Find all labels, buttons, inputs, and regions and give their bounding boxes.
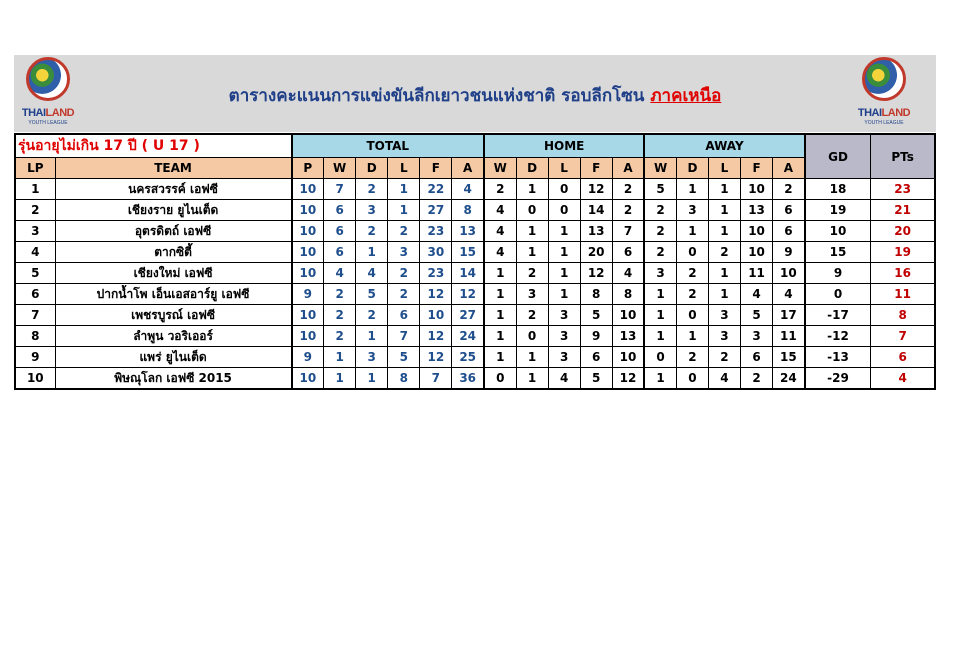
points-cell: 19	[871, 242, 935, 263]
total-lost-cell: 2	[388, 221, 420, 242]
points-cell: 21	[871, 200, 935, 221]
home-goals-for-cell: 9	[580, 326, 612, 347]
away-lost-cell: 1	[708, 179, 740, 200]
total-goals-against-cell: 27	[452, 305, 484, 326]
total-goals-for-cell: 27	[420, 200, 452, 221]
table-row	[15, 200, 935, 221]
group-header-home: HOME	[484, 134, 644, 158]
away-lost-cell: 2	[708, 242, 740, 263]
total-goals-against-cell: 14	[452, 263, 484, 284]
table-row	[15, 179, 935, 200]
total-goals-against-cell: 36	[452, 368, 484, 390]
age-group-label: รุ่นอายุไม่เกิน 17 ปี ( U 17 )	[15, 134, 292, 158]
away-won-cell: 3	[644, 263, 676, 284]
total-won-cell: 6	[324, 200, 356, 221]
total-won-cell: 6	[324, 221, 356, 242]
home-goals-for-cell: 12	[580, 263, 612, 284]
position-cell: 10	[15, 368, 55, 390]
column-header-gd: GD	[805, 134, 871, 179]
home-lost-cell: 1	[548, 242, 580, 263]
points-cell: 16	[871, 263, 935, 284]
goal-difference-cell: 19	[805, 200, 871, 221]
position-cell: 5	[15, 263, 55, 284]
home-goals-against-cell: 8	[612, 284, 644, 305]
team-name-cell: ปากน้ำโพ เอ็นเอสอาร์ยู เอฟซี	[55, 284, 291, 305]
home-won-cell: 1	[484, 305, 516, 326]
logo-subtitle: YOUTH LEAGUE	[28, 120, 68, 126]
away-goals-for-cell: 13	[741, 200, 773, 221]
total-goals-for-cell: 23	[420, 263, 452, 284]
points-cell: 7	[871, 326, 935, 347]
total-drawn-cell: 1	[356, 242, 388, 263]
standings-table	[14, 133, 936, 390]
home-goals-for-cell: 14	[580, 200, 612, 221]
away-won-cell: 2	[644, 242, 676, 263]
away-goals-against-cell: 10	[773, 263, 805, 284]
table-row	[15, 263, 935, 284]
total-won-cell: 1	[324, 347, 356, 368]
position-cell: 4	[15, 242, 55, 263]
position-cell: 2	[15, 200, 55, 221]
points-cell: 11	[871, 284, 935, 305]
away-won-cell: 1	[644, 305, 676, 326]
away-won-cell: 2	[644, 221, 676, 242]
away-goals-against-cell: 17	[773, 305, 805, 326]
team-name-cell: อุตรดิตถ์ เอฟซี	[55, 221, 291, 242]
points-cell: 23	[871, 179, 935, 200]
total-won-cell: 2	[324, 284, 356, 305]
away-drawn-cell: 1	[676, 179, 708, 200]
thailand-youth-league-logo-right	[852, 57, 916, 127]
away-goals-for-cell: 2	[741, 368, 773, 390]
total-drawn-cell: 5	[356, 284, 388, 305]
table-row	[15, 284, 935, 305]
home-goals-against-cell: 4	[612, 263, 644, 284]
position-cell: 8	[15, 326, 55, 347]
total-goals-against-cell: 4	[452, 179, 484, 200]
points-cell: 4	[871, 368, 935, 390]
home-goals-against-cell: 12	[612, 368, 644, 390]
total-goals-for-cell: 22	[420, 179, 452, 200]
total-played-cell: 9	[292, 347, 324, 368]
home-lost-cell: 3	[548, 305, 580, 326]
away-lost-cell: 4	[708, 368, 740, 390]
away-goals-for-cell: 10	[741, 179, 773, 200]
home-won-cell: 1	[484, 347, 516, 368]
group-header-away: AWAY	[644, 134, 804, 158]
total-goals-against-cell: 8	[452, 200, 484, 221]
logo-subtitle: YOUTH LEAGUE	[864, 120, 904, 126]
away-goals-for-cell: 4	[741, 284, 773, 305]
home-lost-cell: 4	[548, 368, 580, 390]
total-goals-for-cell: 10	[420, 305, 452, 326]
home-goals-against-cell: 10	[612, 305, 644, 326]
total-goals-against-cell: 15	[452, 242, 484, 263]
total-played-cell: 10	[292, 179, 324, 200]
column-header-team: TEAM	[55, 158, 291, 179]
away-drawn-cell: 3	[676, 200, 708, 221]
away-lost-cell: 1	[708, 263, 740, 284]
header-banner	[14, 55, 936, 132]
home-drawn-cell: 1	[516, 242, 548, 263]
total-played-cell: 10	[292, 368, 324, 390]
total-won-cell: 7	[324, 179, 356, 200]
home-drawn-cell: 1	[516, 347, 548, 368]
total-goals-for-cell: 30	[420, 242, 452, 263]
home-goals-against-cell: 2	[612, 179, 644, 200]
column-header-away-w: W	[644, 158, 676, 179]
away-goals-for-cell: 5	[741, 305, 773, 326]
total-drawn-cell: 2	[356, 179, 388, 200]
away-drawn-cell: 1	[676, 221, 708, 242]
home-won-cell: 2	[484, 179, 516, 200]
home-drawn-cell: 1	[516, 179, 548, 200]
away-drawn-cell: 0	[676, 368, 708, 390]
table-row	[15, 347, 935, 368]
table-row	[15, 326, 935, 347]
column-header-total-w: W	[324, 158, 356, 179]
goal-difference-cell: 18	[805, 179, 871, 200]
total-won-cell: 4	[324, 263, 356, 284]
column-header-total-p: P	[292, 158, 324, 179]
column-header-lp: LP	[15, 158, 55, 179]
away-goals-against-cell: 6	[773, 200, 805, 221]
home-won-cell: 0	[484, 368, 516, 390]
home-drawn-cell: 2	[516, 263, 548, 284]
total-played-cell: 10	[292, 305, 324, 326]
group-header-total: TOTAL	[292, 134, 484, 158]
away-drawn-cell: 2	[676, 347, 708, 368]
team-name-cell: เชียงใหม่ เอฟซี	[55, 263, 291, 284]
home-lost-cell: 0	[548, 179, 580, 200]
total-lost-cell: 7	[388, 326, 420, 347]
title-region: ภาคเหนือ	[650, 86, 722, 106]
total-lost-cell: 2	[388, 263, 420, 284]
away-goals-against-cell: 9	[773, 242, 805, 263]
goal-difference-cell: -17	[805, 305, 871, 326]
home-lost-cell: 1	[548, 221, 580, 242]
total-drawn-cell: 1	[356, 326, 388, 347]
total-played-cell: 10	[292, 326, 324, 347]
total-lost-cell: 5	[388, 347, 420, 368]
total-played-cell: 9	[292, 284, 324, 305]
column-header-total-f: F	[420, 158, 452, 179]
table-row	[15, 305, 935, 326]
total-drawn-cell: 4	[356, 263, 388, 284]
home-drawn-cell: 1	[516, 368, 548, 390]
total-won-cell: 6	[324, 242, 356, 263]
goal-difference-cell: -12	[805, 326, 871, 347]
away-goals-against-cell: 6	[773, 221, 805, 242]
home-won-cell: 4	[484, 242, 516, 263]
goal-difference-cell: -29	[805, 368, 871, 390]
away-goals-for-cell: 3	[741, 326, 773, 347]
home-won-cell: 4	[484, 221, 516, 242]
goal-difference-cell: 9	[805, 263, 871, 284]
home-drawn-cell: 0	[516, 326, 548, 347]
away-lost-cell: 1	[708, 221, 740, 242]
column-header-total-d: D	[356, 158, 388, 179]
away-goals-against-cell: 15	[773, 347, 805, 368]
away-lost-cell: 3	[708, 305, 740, 326]
away-goals-for-cell: 10	[741, 242, 773, 263]
column-header-home-l: L	[548, 158, 580, 179]
page-title	[14, 82, 936, 109]
away-won-cell: 0	[644, 347, 676, 368]
total-lost-cell: 8	[388, 368, 420, 390]
goal-difference-cell: 0	[805, 284, 871, 305]
home-goals-for-cell: 13	[580, 221, 612, 242]
home-won-cell: 1	[484, 326, 516, 347]
home-lost-cell: 3	[548, 326, 580, 347]
total-won-cell: 2	[324, 326, 356, 347]
home-goals-for-cell: 6	[580, 347, 612, 368]
team-name-cell: เชียงราย ยูไนเต็ด	[55, 200, 291, 221]
total-goals-for-cell: 7	[420, 368, 452, 390]
away-lost-cell: 2	[708, 347, 740, 368]
total-lost-cell: 6	[388, 305, 420, 326]
away-goals-for-cell: 10	[741, 221, 773, 242]
home-lost-cell: 1	[548, 284, 580, 305]
away-lost-cell: 1	[708, 284, 740, 305]
points-cell: 20	[871, 221, 935, 242]
table-row	[15, 368, 935, 390]
total-drawn-cell: 3	[356, 347, 388, 368]
column-header-away-l: L	[708, 158, 740, 179]
away-lost-cell: 1	[708, 200, 740, 221]
home-won-cell: 1	[484, 284, 516, 305]
position-cell: 7	[15, 305, 55, 326]
total-lost-cell: 1	[388, 179, 420, 200]
away-drawn-cell: 2	[676, 263, 708, 284]
goal-difference-cell: 10	[805, 221, 871, 242]
total-played-cell: 10	[292, 242, 324, 263]
team-name-cell: พิษณุโลก เอฟซี 2015	[55, 368, 291, 390]
column-header-home-w: W	[484, 158, 516, 179]
home-goals-against-cell: 10	[612, 347, 644, 368]
away-goals-for-cell: 6	[741, 347, 773, 368]
position-cell: 3	[15, 221, 55, 242]
away-drawn-cell: 0	[676, 305, 708, 326]
total-goals-for-cell: 12	[420, 284, 452, 305]
home-goals-for-cell: 5	[580, 368, 612, 390]
total-drawn-cell: 3	[356, 200, 388, 221]
team-name-cell: ตากซิตี้	[55, 242, 291, 263]
home-drawn-cell: 2	[516, 305, 548, 326]
total-drawn-cell: 2	[356, 305, 388, 326]
column-header-home-f: F	[580, 158, 612, 179]
total-drawn-cell: 1	[356, 368, 388, 390]
total-goals-against-cell: 24	[452, 326, 484, 347]
away-drawn-cell: 0	[676, 242, 708, 263]
away-won-cell: 1	[644, 326, 676, 347]
total-played-cell: 10	[292, 263, 324, 284]
total-lost-cell: 3	[388, 242, 420, 263]
home-won-cell: 1	[484, 263, 516, 284]
column-header-home-a: A	[612, 158, 644, 179]
total-goals-against-cell: 13	[452, 221, 484, 242]
away-won-cell: 1	[644, 368, 676, 390]
away-lost-cell: 3	[708, 326, 740, 347]
total-goals-for-cell: 12	[420, 347, 452, 368]
table-row	[15, 221, 935, 242]
goal-difference-cell: -13	[805, 347, 871, 368]
home-goals-against-cell: 6	[612, 242, 644, 263]
total-drawn-cell: 2	[356, 221, 388, 242]
column-header-pts: PTs	[871, 134, 935, 179]
column-header-total-l: L	[388, 158, 420, 179]
away-goals-for-cell: 11	[741, 263, 773, 284]
column-header-away-d: D	[676, 158, 708, 179]
title-main: ตารางคะแนนการแข่งขันลีกเยาวชนแห่งชาติ รอบลีกโซน	[228, 86, 645, 106]
away-won-cell: 2	[644, 200, 676, 221]
total-goals-against-cell: 25	[452, 347, 484, 368]
points-cell: 8	[871, 305, 935, 326]
home-goals-for-cell: 12	[580, 179, 612, 200]
away-drawn-cell: 2	[676, 284, 708, 305]
football-icon	[862, 57, 906, 101]
home-goals-against-cell: 13	[612, 326, 644, 347]
column-header-total-a: A	[452, 158, 484, 179]
column-header-away-a: A	[773, 158, 805, 179]
total-lost-cell: 1	[388, 200, 420, 221]
column-header-home-d: D	[516, 158, 548, 179]
team-name-cell: ลำพูน วอริเออร์	[55, 326, 291, 347]
goal-difference-cell: 15	[805, 242, 871, 263]
away-goals-against-cell: 24	[773, 368, 805, 390]
logo-wordmark: THAILAND	[21, 107, 75, 119]
away-won-cell: 5	[644, 179, 676, 200]
home-drawn-cell: 3	[516, 284, 548, 305]
position-cell: 9	[15, 347, 55, 368]
home-lost-cell: 1	[548, 263, 580, 284]
team-name-cell: เพชรบูรณ์ เอฟซี	[55, 305, 291, 326]
position-cell: 1	[15, 179, 55, 200]
total-won-cell: 1	[324, 368, 356, 390]
home-goals-for-cell: 8	[580, 284, 612, 305]
total-goals-for-cell: 12	[420, 326, 452, 347]
column-header-away-f: F	[741, 158, 773, 179]
home-lost-cell: 3	[548, 347, 580, 368]
position-cell: 6	[15, 284, 55, 305]
total-lost-cell: 2	[388, 284, 420, 305]
away-goals-against-cell: 2	[773, 179, 805, 200]
home-goals-against-cell: 7	[612, 221, 644, 242]
away-drawn-cell: 1	[676, 326, 708, 347]
away-won-cell: 1	[644, 284, 676, 305]
home-goals-for-cell: 20	[580, 242, 612, 263]
total-won-cell: 2	[324, 305, 356, 326]
home-goals-for-cell: 5	[580, 305, 612, 326]
away-goals-against-cell: 4	[773, 284, 805, 305]
total-played-cell: 10	[292, 221, 324, 242]
total-played-cell: 10	[292, 200, 324, 221]
home-lost-cell: 0	[548, 200, 580, 221]
points-cell: 6	[871, 347, 935, 368]
home-goals-against-cell: 2	[612, 200, 644, 221]
home-drawn-cell: 0	[516, 200, 548, 221]
team-name-cell: แพร่ ยูไนเต็ด	[55, 347, 291, 368]
logo-wordmark: THAILAND	[857, 107, 911, 119]
home-won-cell: 4	[484, 200, 516, 221]
home-drawn-cell: 1	[516, 221, 548, 242]
total-goals-against-cell: 12	[452, 284, 484, 305]
away-goals-against-cell: 11	[773, 326, 805, 347]
total-goals-for-cell: 23	[420, 221, 452, 242]
table-row	[15, 242, 935, 263]
team-name-cell: นครสวรรค์ เอฟซี	[55, 179, 291, 200]
